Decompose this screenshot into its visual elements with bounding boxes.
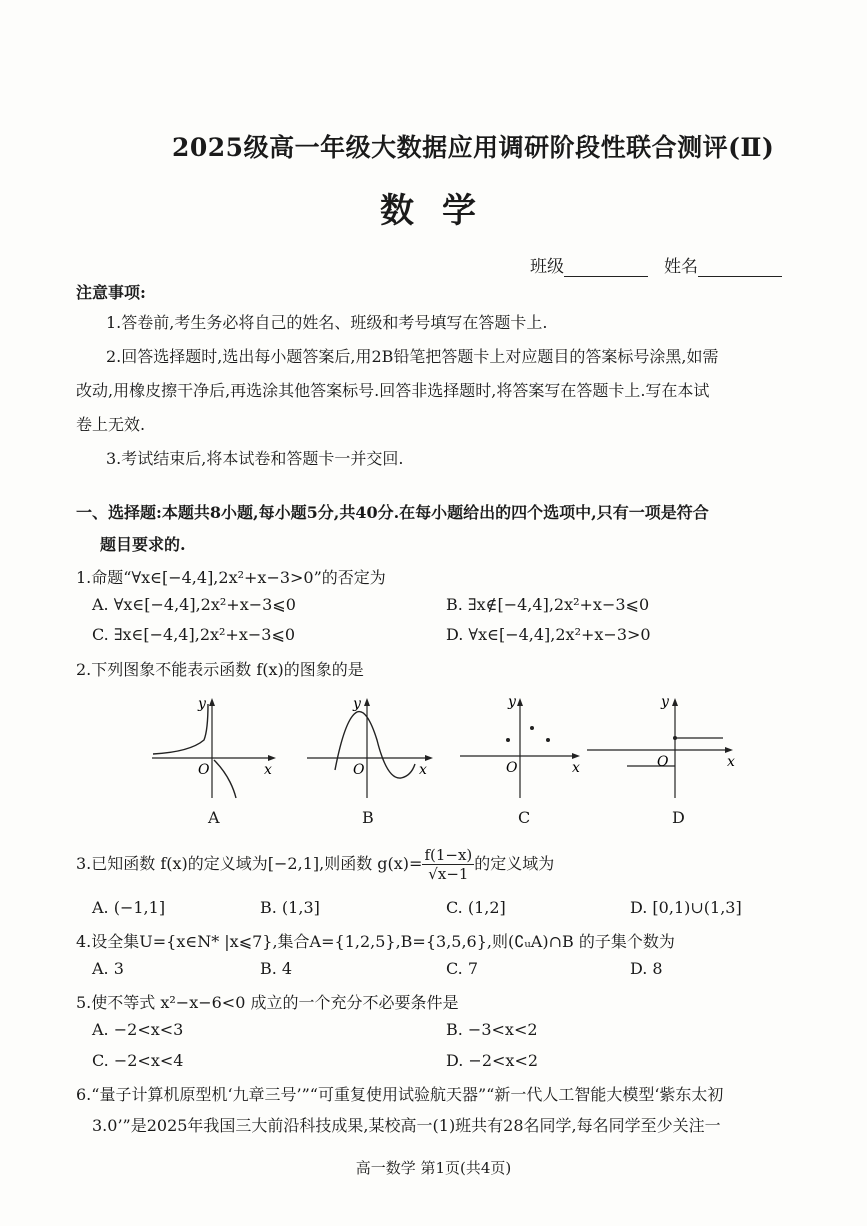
- notes-item-1: 1.答卷前,考生务必将自己的姓名、班级和考号填写在答题卡上.: [106, 313, 548, 332]
- q4-option-b: B. 4: [260, 959, 293, 978]
- graph-c-x-label: x: [572, 760, 580, 776]
- q3-fraction-denominator: √x−1: [428, 865, 469, 883]
- q6-line-2: 3.0’”是2025年我国三大前沿科技成果,某校高一(1)班共有28名同学,每名同学至少关注一: [92, 1116, 721, 1135]
- q3-option-a: A. (−1,1]: [92, 898, 166, 917]
- q2-graph-d: [585, 688, 745, 800]
- notes-item-2-line-2: 改动,用橡皮擦干净后,再选涂其他答案标号.回答非选择题时,将答案写在答题卡上.写在本试: [76, 381, 710, 400]
- q3-stem-pre: 3.已知函数 f(x)的定义域为[−2,1],则函数 g(x)=: [76, 854, 423, 873]
- q5-option-a: A. −2<x<3: [92, 1020, 184, 1039]
- q2-stem: 2.下列图象不能表示函数 f(x)的图象的是: [76, 660, 364, 679]
- q5-option-b: B. −3<x<2: [446, 1020, 538, 1039]
- class-label: 班级: [530, 257, 564, 277]
- section-1-heading-line-1: 一、选择题:本题共8小题,每小题5分,共40分.在每小题给出的四个选项中,只有一项是符合: [76, 503, 709, 522]
- q4-option-a: A. 3: [92, 959, 124, 978]
- student-fields: [530, 252, 798, 277]
- q1-option-d: D. ∀x∈[−4,4],2x²+x−3>0: [446, 625, 651, 644]
- q3-option-b: B. (1,3]: [260, 898, 320, 917]
- notes-heading: 注意事项:: [76, 283, 146, 302]
- q3-stem: [76, 846, 554, 883]
- graph-d-x-label: x: [727, 754, 735, 770]
- graph-d-y-label: y: [661, 694, 669, 710]
- notes-item-2-line-1: 2.回答选择题时,选出每小题答案后,用2B铅笔把答题卡上对应题目的答案标号涂黑,如需: [106, 347, 719, 366]
- graph-b-x-label: x: [419, 762, 427, 778]
- graph-c-point-2: [530, 726, 534, 730]
- q2-graph-d-label: D: [672, 808, 685, 827]
- q2-graph-a: [150, 690, 280, 800]
- q2-graph-a-label: A: [208, 808, 220, 827]
- q1-stem: 1.命题“∀x∈[−4,4],2x²+x−3>0”的否定为: [76, 568, 386, 587]
- q6-line-1: 6.“量子计算机原型机‘九章三号’”“可重复使用试验航天器”“新一代人工智能大模型‘紫东太初: [76, 1085, 724, 1104]
- class-blank: [564, 260, 648, 277]
- graph-b-y-label: y: [353, 696, 361, 712]
- graph-c-point-1: [506, 738, 510, 742]
- graph-b-origin: O: [353, 762, 365, 778]
- q2-graph-b-label: B: [362, 808, 374, 827]
- section-1-heading-line-2: 题目要求的.: [100, 535, 186, 554]
- exam-title: 2025级高一年级大数据应用调研阶段性联合测评(Ⅱ): [172, 133, 775, 162]
- q3-fraction: [422, 846, 474, 883]
- q3-fraction-numerator: f(1−x): [424, 846, 473, 864]
- graph-a-origin: O: [198, 762, 210, 778]
- graph-a-y-label: y: [198, 696, 206, 712]
- q4-stem: 4.设全集U={x∈N* |x⩽7},集合A={1,2,5},B={3,5,6},则(∁ᵤA)∩B 的子集个数为: [76, 932, 675, 951]
- graph-b-curve: [335, 712, 415, 779]
- graph-d-origin: O: [657, 754, 669, 770]
- q1-option-c: C. ∃x∈[−4,4],2x²+x−3⩽0: [92, 625, 296, 644]
- graph-c-origin: O: [506, 760, 518, 776]
- q5-option-d: D. −2<x<2: [446, 1051, 539, 1070]
- q3-option-d: D. [0,1)∪(1,3]: [630, 898, 742, 917]
- q3-stem-post: 的定义域为: [474, 854, 555, 873]
- subject-title: 数学: [380, 191, 504, 231]
- q2-graph-c: [458, 688, 588, 800]
- graph-a-x-label: x: [264, 762, 272, 778]
- name-blank: [698, 260, 782, 277]
- q1-option-a: A. ∀x∈[−4,4],2x²+x−3⩽0: [92, 595, 296, 614]
- q1-option-b: B. ∃x∉[−4,4],2x²+x−3⩽0: [446, 595, 650, 614]
- q3-option-c: C. (1,2]: [446, 898, 506, 917]
- name-label: 姓名: [664, 257, 698, 277]
- page-footer: 高一数学 第1页(共4页): [355, 1159, 512, 1177]
- q2-graph-b: [305, 690, 440, 800]
- q4-option-d: D. 8: [630, 959, 663, 978]
- graph-c-point-3: [546, 738, 550, 742]
- graph-a-curve-right: [214, 760, 236, 798]
- graph-c-y-label: y: [508, 694, 516, 710]
- notes-item-3: 3.考试结束后,将本试卷和答题卡一并交回.: [106, 449, 404, 468]
- q5-stem: 5.使不等式 x²−x−6<0 成立的一个充分不必要条件是: [76, 993, 459, 1012]
- notes-item-2-line-3: 卷上无效.: [76, 415, 146, 434]
- q5-option-c: C. −2<x<4: [92, 1051, 184, 1070]
- q2-graph-c-label: C: [518, 808, 531, 827]
- q4-option-c: C. 7: [446, 959, 479, 978]
